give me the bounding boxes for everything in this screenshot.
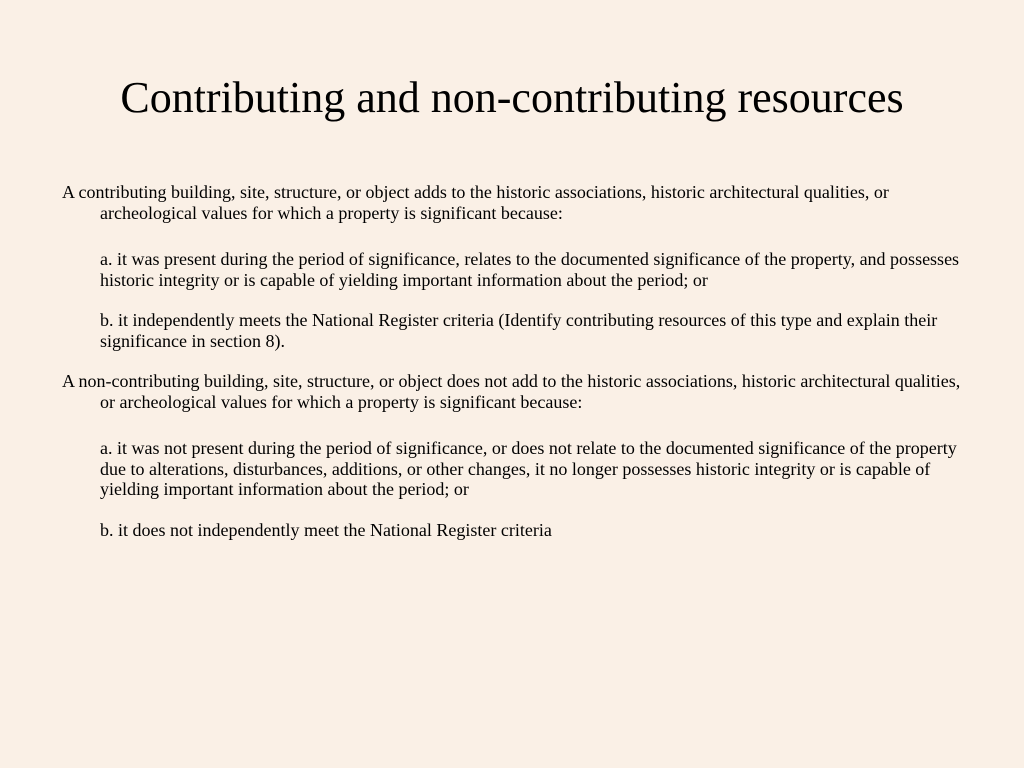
contributing-criterion-a: a. it was present during the period of significance, relates to the documented significance of the property, and possesses historic integrity or is capable of yielding important information about the period; or <box>100 249 960 290</box>
non-contributing-criterion-b: b. it does not independently meet the National Register criteria <box>100 519 552 540</box>
slide-title: Contributing and non-contributing resources <box>120 73 904 122</box>
slide-body <box>62 182 962 540</box>
non-contributing-criterion-a: a. it was not present during the period of significance, or does not relate to the documented significance of the property due to alterations, disturbances, additions, or other changes, it no longer possesses historic integrity or is capable of yielding important information about the period; or <box>100 438 957 499</box>
non-contributing-definition: A non-contributing building, site, structure, or object does not add to the historic associations, historic architectural qualities, or archeological values for which a property is significant because: <box>62 371 961 412</box>
contributing-criterion-b: b. it independently meets the National Register criteria (Identify contributing resources of this type and explain their significance in section 8). <box>100 310 938 351</box>
contributing-definition: A contributing building, site, structure, or object adds to the historic associations, historic architectural qualities, or archeological values for which a property is significant because: <box>62 182 889 223</box>
